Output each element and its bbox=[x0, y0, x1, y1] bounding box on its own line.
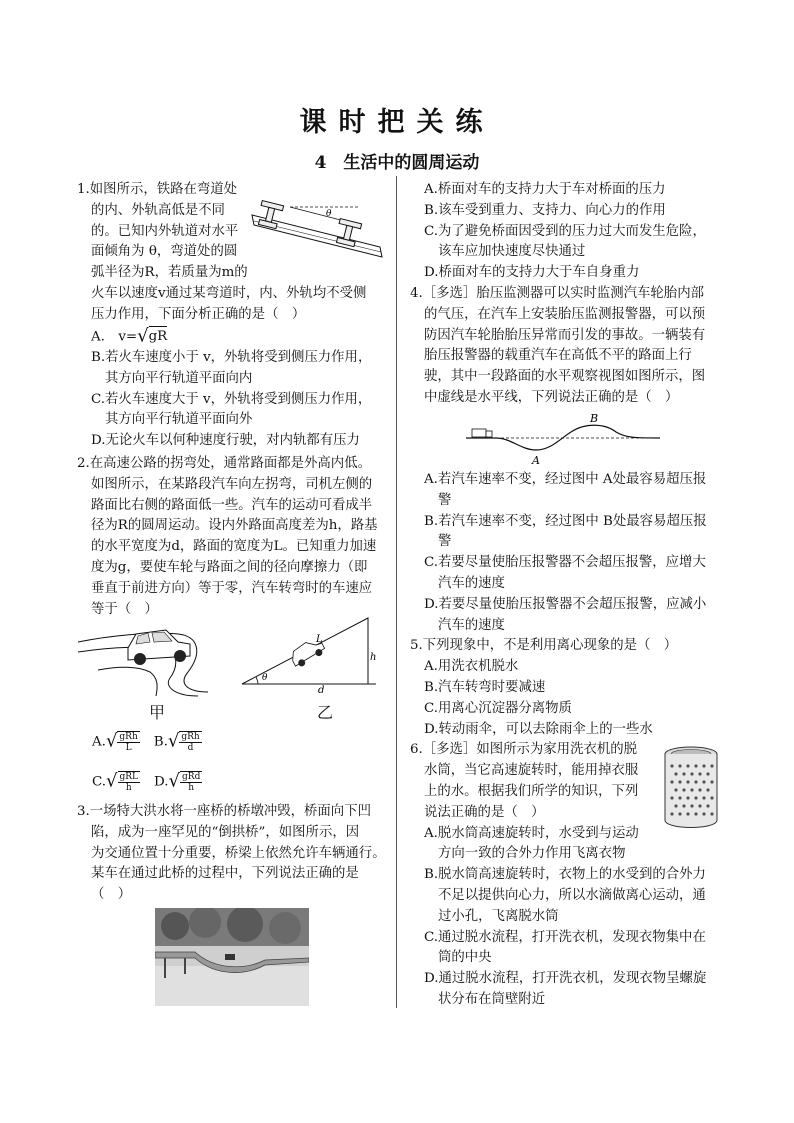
q1-fig-theta: θ bbox=[326, 209, 332, 219]
q2-option-b-label: B. bbox=[153, 734, 168, 750]
q4-stem-line: 胎压报警器的载重汽车在高低不平的路面上行 bbox=[424, 348, 692, 364]
q4-fig-B: B bbox=[590, 412, 599, 425]
q2-option-a-num: gRh bbox=[119, 731, 138, 742]
q3-stem-line: 为交通位置十分重要，桥梁上依然允许车辆通行。 bbox=[91, 845, 386, 861]
q1-stem-line: 的内、外轨高低是不同 bbox=[91, 202, 225, 218]
q2-option-d-den: h bbox=[188, 782, 195, 793]
q4-option-c-cont: 汽车的速度 bbox=[438, 575, 505, 591]
q2-option-c-den: h bbox=[125, 782, 132, 793]
q1-option-c: C.若火车速度大于 v，外轨将受到侧压力作用， bbox=[91, 391, 372, 407]
q2-option-c-label: C. bbox=[92, 774, 107, 790]
q6-option-c: C.通过脱水流程，打开洗衣机，发现衣物集中在 bbox=[424, 929, 706, 945]
q1-option-a bbox=[77, 326, 389, 348]
q1-stem-line: 弧半径为R，若质量为m的 bbox=[91, 265, 248, 281]
q2-stem-line: 路面比右侧的路面低一些。汽车的运动可看成半 bbox=[91, 497, 373, 513]
q4-stem-line: 中虚线是水平线，下列说法正确的是（ ） bbox=[424, 389, 679, 405]
q2-option-b-num: gRh bbox=[181, 731, 200, 742]
q4-option-b-cont: 警 bbox=[438, 534, 452, 550]
q1-option-a-prefix: A. v= bbox=[91, 329, 138, 345]
q1-stem-line: 火车以速度v通过某弯道时，内、外轨均不受侧 bbox=[91, 285, 367, 301]
q6-option-b: B.脱水筒高速旋转时，衣物上的水受到的合外力 bbox=[424, 867, 706, 883]
q2-fig-h: h bbox=[370, 652, 377, 663]
q6-option-d: D.通过脱水流程，打开洗衣机，发现衣物呈螺旋 bbox=[424, 971, 707, 987]
q4-stem-line: 4.［多选］胎压监测器可以实时监测汽车轮胎内部 bbox=[410, 285, 704, 301]
q2-stem-line: 如图所示，在某路段汽车向左拐弯，司机左侧的 bbox=[91, 476, 373, 492]
q4-road-profile-figure bbox=[466, 410, 660, 466]
q6-spin-drum-figure bbox=[662, 746, 720, 834]
q6-option-d-cont: 状分布在筒壁附近 bbox=[438, 991, 546, 1007]
right-column bbox=[410, 180, 722, 409]
q4-fig-A: A bbox=[532, 454, 540, 466]
q3-option-c: C.为了避免桥面因受到的压力过大而发生危险， bbox=[424, 223, 706, 239]
q6-option-a: A.脱水筒高速旋转时，水受到与运动 bbox=[424, 825, 639, 841]
q3-stem-line: 3.一场特大洪水将一座桥的桥墩冲毁，桥面向下凹 bbox=[77, 804, 371, 819]
q2-fig-d: d bbox=[318, 685, 325, 694]
q2-stem-line: 的水平宽度为d，路面的宽度为L。已知重力加速 bbox=[91, 539, 377, 555]
q2-option-b-den: d bbox=[187, 742, 194, 753]
q1-stem-line: 的。已知内外轨道对水平 bbox=[91, 223, 239, 239]
q6-stem-line: 6.［多选］如图所示为家用洗衣机的脱 bbox=[410, 742, 638, 758]
q3-option-a: A.桥面对车的支持力大于车对桥面的压力 bbox=[424, 182, 666, 197]
q3-option-d: D.桥面对车的支持力大于车自身重力 bbox=[424, 265, 640, 281]
q3-option-b: B.该车受到重力、支持力、向心力的作用 bbox=[424, 202, 666, 218]
q1-option-d: D.无论火车以何种速度行驶，对内轨都有压力 bbox=[91, 433, 360, 449]
q6-stem-line: 上的水。根据我们所学的知识，下列 bbox=[424, 783, 639, 799]
q4-stem-line: 的气压，在汽车上安装胎压监测报警器，可以预 bbox=[424, 306, 706, 322]
q2-stem-line: 度为g，要使车轮与路面之间的径向摩擦力（即 bbox=[91, 559, 368, 575]
q2-fig-theta: θ bbox=[262, 673, 268, 683]
q1-stem-line: 1.如图所示，铁路在弯道处 bbox=[77, 182, 238, 197]
q1-option-b: B.若火车速度小于 v，外轨将受到侧压力作用， bbox=[91, 349, 372, 365]
question-4 bbox=[410, 284, 722, 409]
q6-option-c-cont: 筒的中央 bbox=[438, 950, 492, 966]
q1-option-c-cont: 其方向平行轨道平面向外 bbox=[105, 412, 253, 428]
q4-option-d: D.若要尽量使胎压报警器不会超压报警，应减小 bbox=[424, 596, 707, 612]
q2-option-b: B.√ $\frac{\text{gRh}}{d}$ bbox=[153, 730, 200, 753]
q4-option-a: A.若汽车速率不变，经过图中 A处最容易超压报 bbox=[424, 472, 707, 487]
q2-option-d-num: gRd bbox=[182, 771, 201, 782]
q1-rail-figure bbox=[250, 185, 390, 265]
section-subtitle: 4 生活中的圆周运动 bbox=[314, 153, 480, 173]
question-3 bbox=[77, 802, 392, 906]
q3-bridge-photo bbox=[155, 908, 309, 1006]
car-icon bbox=[128, 630, 190, 665]
q2-option-a: A.√ $\frac{\text{gRh}}{L}$ bbox=[92, 730, 138, 753]
q5-option-d: D.转动雨伞，可以去除雨伞上的一些水 bbox=[424, 721, 653, 737]
page-title: 课时把关练 bbox=[299, 107, 495, 138]
q3-option-c-cont: 该车应加快速度尽快通过 bbox=[438, 244, 586, 260]
q6-option-b-cont: 过小孔，飞离脱水筒 bbox=[438, 908, 559, 924]
column-divider bbox=[396, 176, 397, 1008]
q2-option-c-num: gRL bbox=[119, 771, 139, 782]
q2-stem-line: 2.在高速公路的拐弯处，通常路面都是外高内低。 bbox=[77, 455, 371, 471]
q1-stem-line: 压力作用，下面分析正确的是（ ） bbox=[91, 306, 306, 322]
q3-stem-line: 陷，成为一座罕见的“倒拱桥”，如图所示，因 bbox=[91, 824, 360, 840]
q4-option-c: C.若要尽量使胎压报警器不会超压报警，应增大 bbox=[424, 555, 706, 571]
q2-option-d-label: D. bbox=[154, 774, 169, 790]
question-5 bbox=[410, 636, 722, 740]
q2-option-d: D.√ $\frac{\text{gRd}}{h}$ bbox=[154, 770, 201, 793]
q2-option-c: C.√ $\frac{\text{gRL}}{h}$ bbox=[92, 770, 139, 793]
truck-icon bbox=[472, 429, 492, 437]
question-2 bbox=[77, 454, 389, 620]
q4-option-b: B.若汽车速率不变，经过图中 B处最容易超压报 bbox=[424, 513, 707, 529]
q6-option-b-cont: 不足以提供向心力，所以水滴做离心运动，通 bbox=[438, 887, 706, 903]
q6-stem-line: 说法正确的是（ ） bbox=[424, 804, 545, 820]
q6-option-a-cont: 方向一致的合外力作用飞离衣物 bbox=[438, 846, 626, 862]
q1-option-a-radicand: gR bbox=[149, 326, 168, 348]
q2-incline-figure-yi bbox=[236, 612, 382, 694]
q3-stem-line: （ ） bbox=[91, 887, 132, 903]
q2-options bbox=[92, 724, 292, 800]
q2-road-figure-jia bbox=[78, 612, 228, 697]
q1-option-b-cont: 其方向平行轨道平面向内 bbox=[105, 370, 253, 386]
q2-stem-line: 等于（ ） bbox=[91, 601, 158, 617]
q4-option-d-cont: 汽车的速度 bbox=[438, 617, 505, 633]
q1-stem-line: 面倾角为 θ，弯道处的圆 bbox=[91, 244, 238, 260]
q4-option-a-cont: 警 bbox=[438, 492, 452, 508]
q4-options bbox=[410, 470, 722, 1011]
q2-option-a-label: A. bbox=[92, 734, 106, 750]
q2-fig-L: L bbox=[316, 634, 323, 645]
q2-option-a-den: L bbox=[125, 742, 132, 753]
sqrt-symbol: √gR bbox=[137, 325, 168, 347]
q6-stem-line: 水筒，当它高速旋转时，能用掉衣服 bbox=[424, 763, 639, 779]
q2-stem-line: 径为R的圆周运动。设内外路面高度差为h，路基 bbox=[91, 518, 378, 534]
q4-stem-line: 防因汽车轮胎胎压异常而引发的事故。一辆装有 bbox=[424, 327, 706, 343]
q5-option-c: C.用离心沉淀器分离物质 bbox=[424, 700, 572, 716]
q2-fig-label-jia: 甲 bbox=[149, 703, 166, 722]
q2-fig-label-yi: 乙 bbox=[317, 703, 334, 722]
q3-stem-line: 某车在通过此桥的过程中，下列说法正确的是 bbox=[91, 866, 359, 882]
q5-option-b: B.汽车转弯时要减速 bbox=[424, 679, 546, 695]
q5-option-a: A.用洗衣机脱水 bbox=[424, 659, 519, 675]
q4-stem-line: 驶，其中一段路面的水平观察视图如图所示，图 bbox=[424, 369, 706, 385]
q5-stem: 5.下列现象中，不是利用离心现象的是（ ） bbox=[410, 638, 678, 654]
q2-stem-line: 垂直于前进方向）等于零，汽车转弯时的车速应 bbox=[91, 580, 373, 596]
